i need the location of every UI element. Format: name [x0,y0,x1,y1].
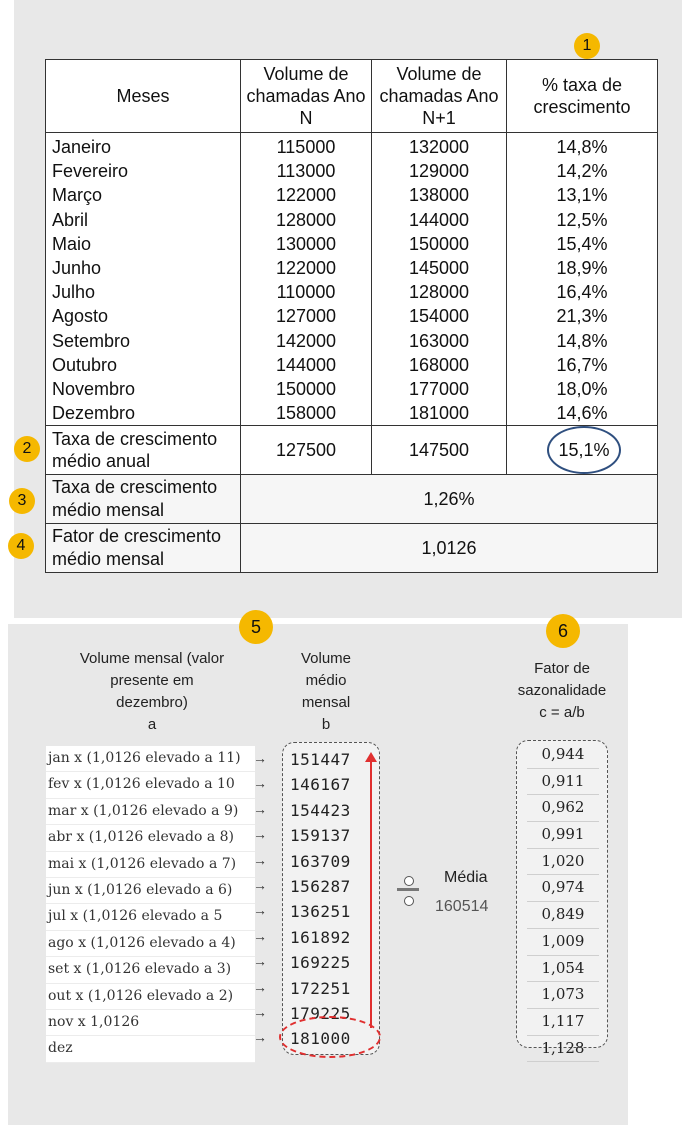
month-name: Agosto [46,304,241,328]
volume-value: 156287 [290,876,351,896]
volume-n1: 138000 [372,183,507,207]
volume-value: 181000 [290,1029,351,1049]
monthly-factor-row [46,524,658,573]
volume-value: 146167 [290,775,351,795]
volume-value: 159137 [290,826,351,846]
growth-rate: 16,7% [507,353,658,377]
growth-table [45,59,658,573]
volume-value: 161892 [290,927,351,947]
formula-item: out x (1,0126 elevado a 2) [46,984,255,1010]
month-name: Outubro [46,353,241,377]
volume-n: 144000 [241,353,372,377]
factor-list [527,742,599,1062]
volume-n1: 163000 [372,329,507,353]
badge-6: 6 [546,614,580,648]
month-name: Abril [46,208,241,232]
table-row [46,208,658,232]
seasonality-factor: 1,009 [527,929,599,956]
volume-n1: 168000 [372,353,507,377]
table-row [46,353,658,377]
table-header-row [46,60,658,133]
arrow-right-icon: → [253,826,267,843]
growth-rate: 12,5% [507,208,658,232]
media-label: Média [444,869,488,886]
formula-item: jul x (1,0126 elevado a 5 [46,904,255,930]
growth-rate: 14,6% [507,401,658,426]
arrow-right-icon: → [253,851,267,868]
arrow-right-icon: → [253,750,267,766]
volume-n1: 132000 [372,133,507,160]
formula-item: abr x (1,0126 elevado a 8) [46,825,255,851]
table-row [46,401,658,426]
table-row [46,183,658,207]
volume-value: 179225 [290,1003,351,1023]
media-value: 160514 [435,898,489,915]
seasonality-factor: 0,911 [527,769,599,796]
formula-item: fev x (1,0126 elevado a 10 [46,772,255,798]
growth-rate: 15,4% [507,232,658,256]
volume-n1: 177000 [372,377,507,401]
month-name: Novembro [46,377,241,401]
volume-n1: 145000 [372,256,507,280]
volume-n1: 129000 [372,159,507,183]
volume-n: 122000 [241,256,372,280]
table-row [46,159,658,183]
arrow-right-icon: → [253,1003,267,1020]
badge-1: 1 [574,33,600,59]
volume-n: 128000 [241,208,372,232]
formula-item: jan x (1,0126 elevado a 11) [46,746,255,772]
volume-n: 127000 [241,304,372,328]
month-name: Março [46,183,241,207]
volume-n1: 144000 [372,208,507,232]
volume-value: 163709 [290,851,351,871]
divide-icon [397,876,421,908]
arrow-right-icon: → [253,876,267,893]
corner-gap [628,1112,682,1125]
volume-n: 158000 [241,401,372,426]
arrow-list [253,746,283,1051]
december-highlight [279,1016,381,1058]
monthly-factor-label: Fator de crescimento médio mensal [46,524,241,573]
month-name: Setembro [46,329,241,353]
growth-rate: 14,8% [507,329,658,353]
avg-n1-value: 147500 [372,426,507,475]
badge-3: 3 [9,488,35,514]
volume-n: 130000 [241,232,372,256]
badge-5: 5 [239,610,273,644]
volume-value: 172251 [290,978,351,998]
formula-item: set x (1,0126 elevado a 3) [46,957,255,983]
arrow-right-icon: → [253,978,267,995]
volume-value: 151447 [290,750,351,769]
arrow-up-icon [365,752,377,762]
avg-taxa-circled: 15,1% [547,426,621,474]
month-name: Fevereiro [46,159,241,183]
month-name: Janeiro [46,133,241,160]
table-row [46,232,658,256]
month-name: Julho [46,280,241,304]
badge-2: 2 [14,436,40,462]
monthly-rate-row [46,475,658,524]
header-meses: Meses [46,60,241,133]
volume-n: 150000 [241,377,372,401]
volume-n1: 128000 [372,280,507,304]
table-row [46,133,658,160]
seasonality-factor: 1,128 [527,1036,599,1063]
header-volume-ano-n1: Volume de chamadas Ano N+1 [372,60,507,133]
arrow-right-icon: → [253,927,267,944]
formula-item: mai x (1,0126 elevado a 7) [46,852,255,878]
month-name: Dezembro [46,401,241,426]
col-c-formula: c = a/b [539,704,585,721]
col-a-caption [74,648,230,736]
volume-value: 136251 [290,902,351,922]
volume-n1: 150000 [372,232,507,256]
formula-item: nov x 1,0126 [46,1010,255,1036]
header-volume-ano-n: Volume de chamadas Ano N [241,60,372,133]
volume-n: 113000 [241,159,372,183]
formula-item: ago x (1,0126 elevado a 4) [46,931,255,957]
arrow-right-icon: → [253,953,267,970]
seasonality-factor: 1,073 [527,982,599,1009]
table-row [46,256,658,280]
seasonality-factor: 0,849 [527,902,599,929]
volume-n: 110000 [241,280,372,304]
monthly-factor-value: 1,0126 [241,524,658,573]
arrow-right-icon: → [253,902,267,919]
growth-rate: 16,4% [507,280,658,304]
col-a-title: Volume mensal (valor presente em dezembro) [79,650,225,711]
volume-n1: 181000 [372,401,507,426]
month-name: Maio [46,232,241,256]
seasonality-factor: 0,974 [527,875,599,902]
divide-dot-bottom [404,896,414,906]
table-row [46,280,658,304]
seasonality-factor: 1,054 [527,956,599,983]
seasonality-factor: 0,991 [527,822,599,849]
volume-n1: 154000 [372,304,507,328]
volume-n: 142000 [241,329,372,353]
growth-rate: 14,8% [507,133,658,160]
avg-annual-label: Taxa de crescimento médio anual [46,426,241,475]
volume-value: 154423 [290,800,351,820]
volume-list [290,747,364,1052]
table-row [46,329,658,353]
formula-item: dez [46,1036,255,1062]
divide-bar [397,888,419,891]
arrow-right-icon: → [253,1029,267,1046]
month-rows [46,133,658,426]
formula-list [46,746,255,1063]
col-b-letter: b [321,716,331,733]
col-b-title: Volume médio mensal [300,650,352,711]
monthly-rate-label: Taxa de crescimento médio mensal [46,475,241,524]
col-b-caption [286,648,366,736]
volume-value: 169225 [290,953,351,973]
avg-n-value: 127500 [241,426,372,475]
formula-item: mar x (1,0126 elevado a 9) [46,799,255,825]
seasonality-factor: 1,117 [527,1009,599,1036]
table-row [46,304,658,328]
growth-rate: 14,2% [507,159,658,183]
growth-rate: 21,3% [507,304,658,328]
badge-4: 4 [8,533,34,559]
monthly-rate-value: 1,26% [241,475,658,524]
divide-dot-top [404,876,414,886]
arrow-right-icon: → [253,775,267,792]
col-c-caption [502,658,622,724]
header-taxa-crescimento: % taxa de crescimento [507,60,658,133]
avg-annual-row [46,426,658,475]
avg-taxa-cell [507,426,658,475]
arrow-right-icon: → [253,800,267,817]
volume-n: 122000 [241,183,372,207]
seasonality-factor: 0,944 [527,742,599,769]
col-c-title: Fator de sazonalidade [517,660,607,699]
volume-n: 115000 [241,133,372,160]
seasonality-factor: 0,962 [527,795,599,822]
accumulation-line [370,760,372,1028]
table-row [46,377,658,401]
growth-rate: 18,9% [507,256,658,280]
month-name: Junho [46,256,241,280]
growth-rate: 13,1% [507,183,658,207]
col-a-letter: a [147,716,157,733]
seasonality-factor: 1,020 [527,849,599,876]
growth-rate: 18,0% [507,377,658,401]
formula-item: jun x (1,0126 elevado a 6) [46,878,255,904]
